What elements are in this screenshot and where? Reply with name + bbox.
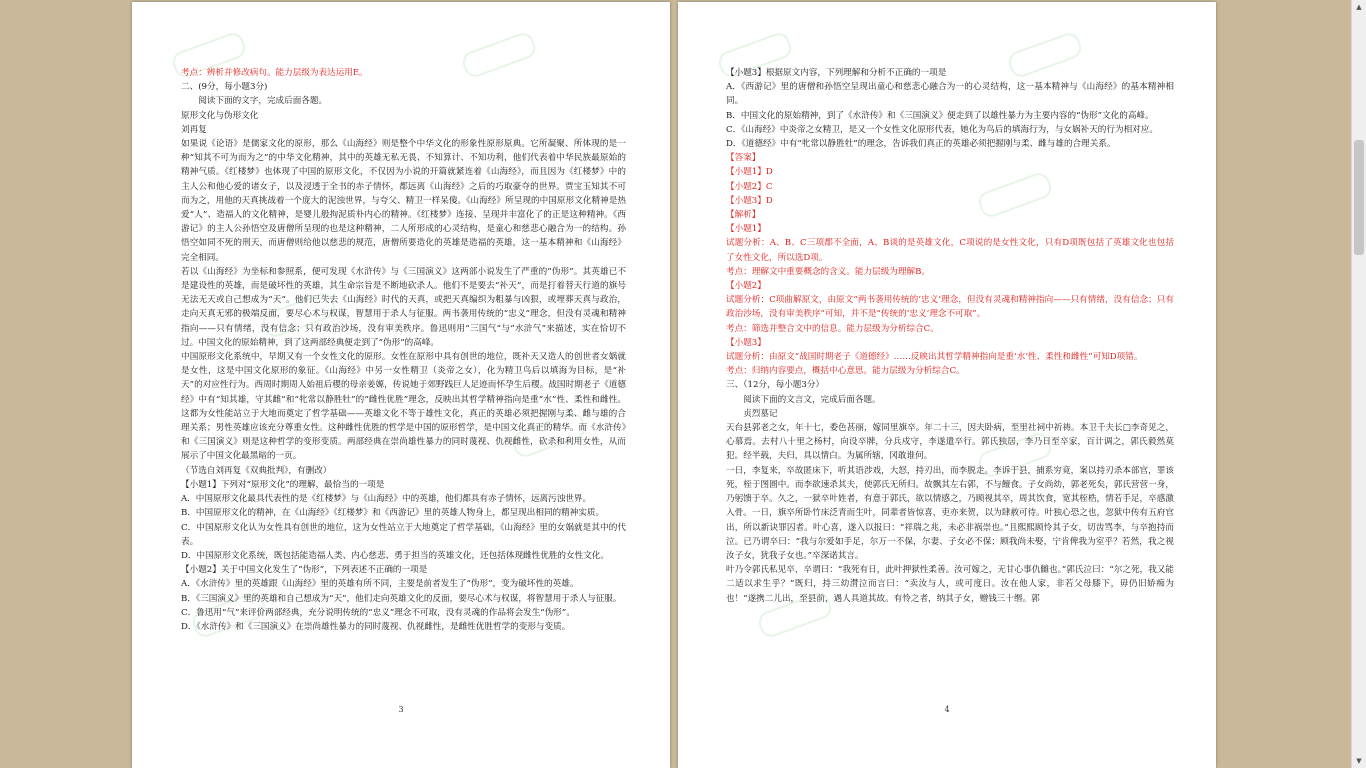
text-line: 考点：筛选并整合文中的信息。能力层级为分析综合C。 bbox=[726, 323, 939, 334]
text-line: D．《道德经》中有“牝常以静胜牡”的理念，告诉我们真正的英雄必须把握刚与柔、雌与雄的合理关系。 bbox=[726, 139, 1116, 150]
text-line: 【答案】 bbox=[726, 153, 761, 164]
text-line: 试题分析：由原文“战国时期老子《道德经》……反映出其哲学精神指向是重‘水’性、柔性和雌性”可知D项错。 bbox=[726, 352, 1143, 363]
scroll-down-arrow-icon[interactable]: ▼ bbox=[1356, 757, 1362, 765]
text-line: C．《山海经》中炎帝之女精卫，是又一个女性文化原形代表，她化为鸟后的填海行为，与女娲补天的行为相对应。 bbox=[726, 124, 1158, 135]
text-line: 试题分析：C项曲解原文，由原文“两书袭用传统的‘忠义’理念，但没有灵魂和精神指向——只有情绪，没有信念；只有政治沙场，没有审美秩序”可知，并不是“传统的‘忠义’理念不可取”。 bbox=[726, 295, 1174, 320]
text-line: B．《三国演义》里的英雄和自己想成为“天”，他们走向英雄文化的反面，要尽心术与权谋，将智慧用于杀人与征服。 bbox=[181, 593, 622, 604]
text-line: A．中国原形文化最具代表性的是《红楼梦》与《山海经》中的英雄，他们都具有赤子情怀，远离污浊世界。 bbox=[181, 494, 592, 505]
text-line: 如果说《论语》是儒家文化的原形，那么《山海经》则是整个中华文化的形象性原形原典。它所凝聚、所体现的是一种“知其不可为而为之”的中华文化精神，其中的英雄无私无畏、不知算计、不知功利，他们代表着中华民族最原始的精神气质。《红楼梦》也体现了中国的原形文化，不仅因为小说的开篇就紧连着《山海经》，而且因为《红楼梦》中的主人公和他心爱的诸女子，以及浸透于全书的赤子情怀，都远离《山海经》之后的巧取豪夺的世界。贾宝玉知其不可而为之，用他的天真挑战着一个庞大的泥浊世界，与夸父、精卫一样呆傻。《山海经》所呈现的中国原形文化精神是热爱“人”、造福人的文化精神，是婴儿般拘泥质朴内心的精神。《红楼梦》连接、呈现并丰富化了的正是这种精神。《西游记》的主人公孙悟空及唐僧所呈现的也是这种精神，二人所形成的心灵结构，是童心和慈悲心融合为一的结构。孙悟空如同不死的刑天，而唐僧则给他以慈悲的规范，唐僧所要造化的英雄是造福的英雄，这一基本精神和《山海经》完全相同。 bbox=[181, 139, 626, 263]
text-line: 三、（12分，每小题3分） bbox=[726, 380, 825, 391]
text-line: 【小题3】 bbox=[726, 337, 766, 348]
text-line: 考点：辨析并修改病句。能力层级为表达运用E。 bbox=[181, 68, 368, 78]
page-text bbox=[726, 66, 1174, 606]
text-line: 原形文化与伪形文化 bbox=[181, 110, 259, 121]
text-line: B．中国文化的原始精神，到了《水浒传》和《三国演义》便走到了以雄性暴力为主要内容的“伪形”文化的高峰。 bbox=[726, 110, 1154, 121]
text-line: 二、(9分，每小题3分) bbox=[181, 82, 268, 93]
text-line: C．鲁迅用“气”来评价两部经典，充分说明传统的“忠义”理念不可取，没有灵魂的作品将会发生“伪形”。 bbox=[181, 607, 575, 618]
text-line: （节选自刘再复《双典批判》，有删改） bbox=[181, 465, 332, 476]
text-line: D．《水浒传》和《三国演义》在崇尚雄性暴力的同时蔑视、仇视雌性，是雌性优胜哲学的变形与变质。 bbox=[181, 621, 571, 632]
text-line: 【小题3】D bbox=[726, 195, 773, 206]
text-line: C．中国原形文化认为女性具有创世的地位，这为女性站立于大地奠定了哲学基础，《山海经》里的女娲就是其中的代表。 bbox=[181, 522, 626, 547]
text-line: 天台县郭老之女，年十七，委色甚丽，嫁同里旗卒。年二十三，因夫卧病，至里社祠中祈祷。本卫千夫长□李奇见之，心慕焉。去村八十里之杨村，向设卒牌，分兵戍守，李遂遣卒行。郭氏独居，李乃日至卒家，百计调之，郭氏毅然莫犯。经半载，夫归，具以情白。为属所辖，冈敢谁何。 bbox=[726, 423, 1174, 462]
text-line: 贞烈墓记 bbox=[743, 408, 778, 419]
text-line: 考点：归纳内容要点，概括中心意思。能力层级为分析综合C。 bbox=[726, 366, 965, 377]
text-line: 【解析】 bbox=[726, 210, 761, 221]
text-line: 【小题2】关于中国文化发生了“伪形”，下列表述不正确的一项是 bbox=[181, 565, 428, 576]
page-text bbox=[181, 66, 626, 634]
text-line: 阅读下面的文字，完成后面各题。 bbox=[198, 96, 328, 107]
text-line: D．中国原形文化系统，既包括能造福人类、内心慈悲、勇于担当的英雄文化，还包括体现雌性优胜的女性文化。 bbox=[181, 550, 609, 561]
document-page-4 bbox=[678, 2, 1216, 768]
text-line: 考点：理解文中重要概念的含义。能力层级为理解B。 bbox=[726, 266, 930, 277]
text-line: 中国原形文化系统中，早期又有一个女性文化的原形。女性在原形中具有创世的地位，既补天又造人的创世者女娲就是女性，这是中国文化原形的象征。《山海经》中另一女性精卫（炎帝之女），化为精卫鸟后以填海为目标，是“补天”的对应性行为。西周时期周人始祖后稷的母亲姜嫄，传说她于郊野践巨人足迹而怀孕生后稷。战国时期老子《道德经》中有“知其雄，守其雌”和“牝常以静胜牡”的“雌性优胜”理念，反映出其哲学精神指向是重“水”性、柔性和雌性。这都为女性能站立于大地而奠定了哲学基础——英雄文化不等于雄性文化，真正的英雄必须把握刚与柔、雌与雄的合理关系；男性英雄应该充分尊重女性。这种雌性优胜的哲学是中国的原形哲学，是中国文化真正的精华。而《水浒传》和《三国演义》则是这种哲学的变形变质。两部经典在崇尚雄性暴力的同时蔑视、仇视雌性，砍杀和利用女性，从而展示了中国文化最黑暗的一页。 bbox=[181, 352, 626, 462]
text-line: A．《西游记》里的唐僧和孙悟空呈现出童心和慈悲心融合为一的心灵结构，这一基本精神与《山海经》的基本精神相同。 bbox=[726, 82, 1174, 107]
text-line: 【小题1】下列对“原形文化”的理解，最恰当的一项是 bbox=[181, 479, 385, 490]
text-line: 试题分析：A、B、C三项都不全面，A、B谈的是英雄文化，C项说的是女性文化，只有D项既包括了英雄文化也包括了女性文化，所以选D项。 bbox=[726, 238, 1174, 263]
text-line: 一日，李复来，卒故匿床下，听其语涉戏，大怒，持刃出，而李脱走。李诉于县，捕系穷竟，案以持刃杀本部官，罪该死，桎于图圄中。而李欲速杀其夫，使郭氏无所归。故飘其左右郭，不与饘食。子女尚幼，郭老死矣，郭氏营营一身，乃躬馈于卒。久之，一狱卒叶姓者，有意于郭氏，欲以情感之，乃顾视其卒，周其饮食，宽其桎梏，情若手足，卒感激入骨。一日，旗卒所卧竹床泛青而生叶，同辈者皆惊喜，吏亦来贺，以为肆赦可待。叶独心恐之也，忽狱中传有五府官出，所以新诀罪囚者。叶心喜，遂入以报曰：“祥瑞之兆，未必非祸崇也。”且熙熙顾怜其子女，切齿骂李，与卒抱持而泣。已乃谓卒曰：“我与尔爱如手足，尔万一不保，尔妻、子女必不保；顾我尚未娶，宁肯俾我为室乎？若然，我之视汝子女，犹我子女也。”卒深诺其言。 bbox=[726, 465, 1174, 561]
text-line: 【小题1】 bbox=[726, 224, 766, 235]
scrollbar-thumb[interactable] bbox=[1354, 140, 1364, 255]
text-line: 【小题2】 bbox=[726, 281, 766, 292]
text-line: B．中国原形文化的精神，在《山海经》《红楼梦》和《西游记》里的英雄人物身上，都呈现出相同的精神实质。 bbox=[181, 508, 605, 519]
vertical-scrollbar[interactable] bbox=[1351, 0, 1366, 768]
scroll-up-arrow-icon[interactable]: ▲ bbox=[1356, 3, 1362, 11]
text-line: 刘再复 bbox=[181, 124, 207, 135]
page-number: 4 bbox=[944, 705, 950, 714]
text-line: 若以《山海经》为坐标和参照系，便可发现《水浒传》与《三国演义》这两部小说发生了严重的“伪形”。其英雄已不是建设性的英雄，而是破坏性的英雄，其生命宗旨是不断地砍杀人。他们不是要去“补天”，而是打着替天行道的旗号无法无天或自己想成为“天”。他们已失去《山海经》时代的天真，或把天真编织为粗暴与凶狠，或埋葬天真与政治，走向天真无邪的极端反面，要尽心术与权谋，智慧用于杀人与征服。两书袭用传统的“忠义”理念，但没有灵魂和精神指向——只有情绪，没有信念；只有政治沙场，没有审美秩序。鲁迅则用“三国气”与“水浒气”来描述，实在恰切不过。中国文化的原始精神，到了这两部经典便走到了“伪形”的高峰。 bbox=[181, 266, 626, 348]
text-line: 【小题1】D bbox=[726, 167, 773, 178]
text-line: 【小题3】根据原文内容，下列理解和分析不正确的一项是 bbox=[726, 68, 947, 78]
text-line: A．《水浒传》里的英雄跟《山海经》里的英雄有所不同，主要是前者发生了“伪形”，变为破坏性的英雄。 bbox=[181, 579, 579, 590]
text-line: 【小题2】C bbox=[726, 181, 773, 192]
text-line: 阅读下面的文言文，完成后面各题。 bbox=[743, 394, 881, 405]
text-line: 叶乃令郭氏私见卒，卒谓曰：“我死有日，此叶押狱性柔善。汝可嫁之，无甘心事仇雠也。”郭氏泣曰：“尔之死，我又能二适以求生乎？”既归，持三幼潸泣而言曰：“卖汝与人，或可度日。汝在他人家，非若父母膝下，毋仍旧娇痴为也！”遂携二儿出，至县前，遇人具道其故。有怜之者，纳其子女，赠钱三十缗。郭 bbox=[726, 565, 1174, 604]
document-page-3 bbox=[132, 2, 670, 768]
page-number: 3 bbox=[398, 705, 404, 714]
